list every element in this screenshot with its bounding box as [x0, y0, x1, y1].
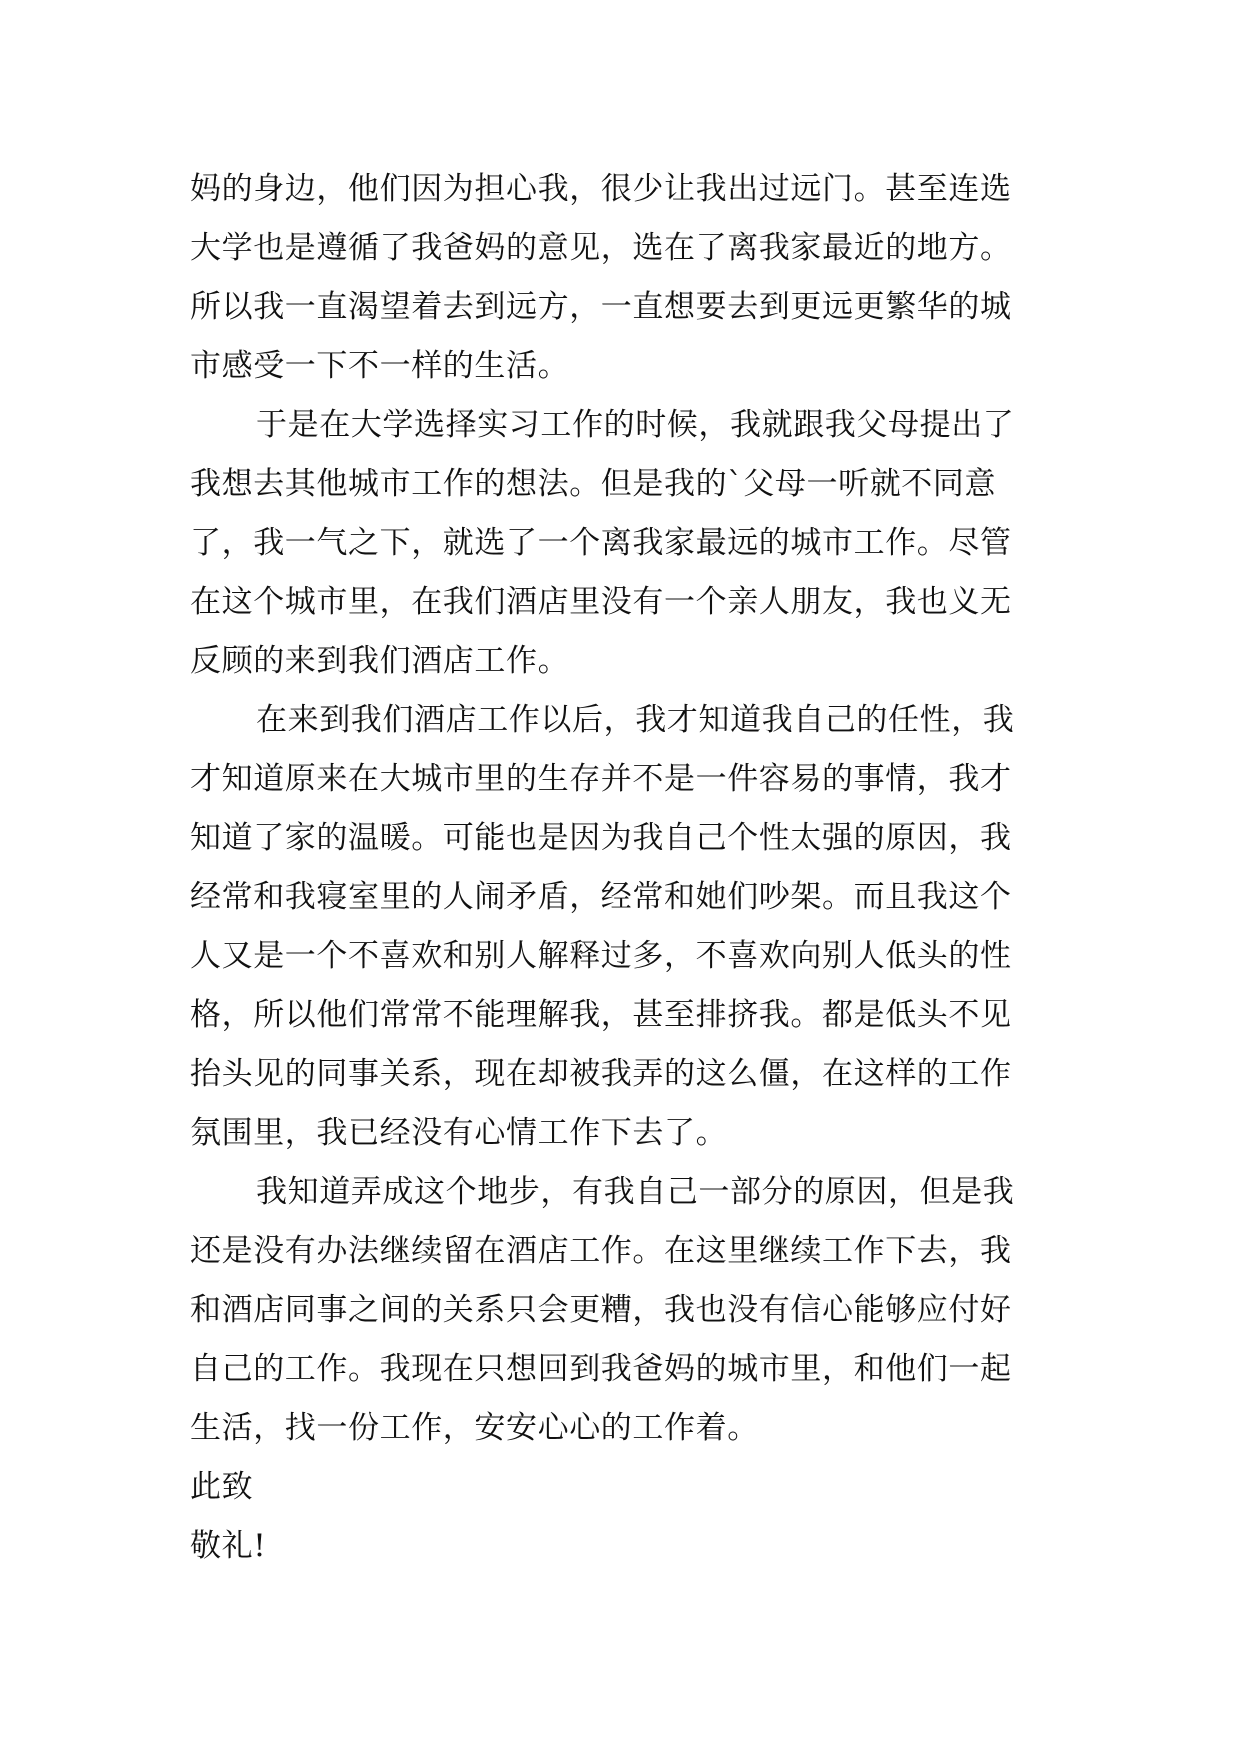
closing-regards: 敬礼! [190, 1528, 267, 1564]
text-line: 知道了家的温暖。可能也是因为我自己个性太强的原因，我 [190, 820, 1012, 856]
text-line: 人又是一个不喜欢和别人解释过多，不喜欢向别人低头的性 [190, 938, 1012, 974]
text-line: 所以我一直渴望着去到远方，一直想要去到更远更繁华的城 [190, 289, 1012, 325]
closing-salutation: 此致 [190, 1469, 254, 1505]
paragraph-first-line: 我知道弄成这个地步，有我自己一部分的原因，但是我 [256, 1174, 1015, 1210]
text-line: 还是没有办法继续留在酒店工作。在这里继续工作下去，我 [190, 1233, 1012, 1269]
text-line: 了，我一气之下，就选了一个离我家最远的城市工作。尽管 [190, 525, 1012, 561]
text-line: 抬头见的同事关系，现在却被我弄的这么僵，在这样的工作 [190, 1056, 1012, 1092]
text-line: 反顾的来到我们酒店工作。 [190, 643, 570, 679]
text-line: 我想去其他城市工作的想法。但是我的`父母一听就不同意 [190, 466, 997, 502]
text-line: 格，所以他们常常不能理解我，甚至排挤我。都是低头不见 [190, 997, 1012, 1033]
text-line: 和酒店同事之间的关系只会更糟，我也没有信心能够应付好 [190, 1292, 1012, 1328]
text-line: 才知道原来在大城市里的生存并不是一件容易的事情，我才 [190, 761, 1012, 797]
paragraph-first-line: 在来到我们酒店工作以后，我才知道我自己的任性，我 [256, 702, 1015, 738]
text-line: 生活，找一份工作，安安心心的工作着。 [190, 1410, 759, 1446]
text-line: 经常和我寝室里的人闹矛盾，经常和她们吵架。而且我这个 [190, 879, 1012, 915]
text-line: 大学也是遵循了我爸妈的意见，选在了离我家最近的地方。 [190, 230, 1012, 266]
text-line: 在这个城市里，在我们酒店里没有一个亲人朋友，我也义无 [190, 584, 1012, 620]
paragraph-first-line: 于是在大学选择实习工作的时候，我就跟我父母提出了 [256, 407, 1015, 443]
text-line: 氛围里，我已经没有心情工作下去了。 [190, 1115, 728, 1151]
text-line: 自己的工作。我现在只想回到我爸妈的城市里，和他们一起 [190, 1351, 1012, 1387]
letter-body [190, 160, 1050, 1576]
text-line: 市感受一下不一样的生活。 [190, 348, 570, 384]
text-line: 妈的身边，他们因为担心我，很少让我出过远门。甚至连选 [190, 171, 1012, 207]
